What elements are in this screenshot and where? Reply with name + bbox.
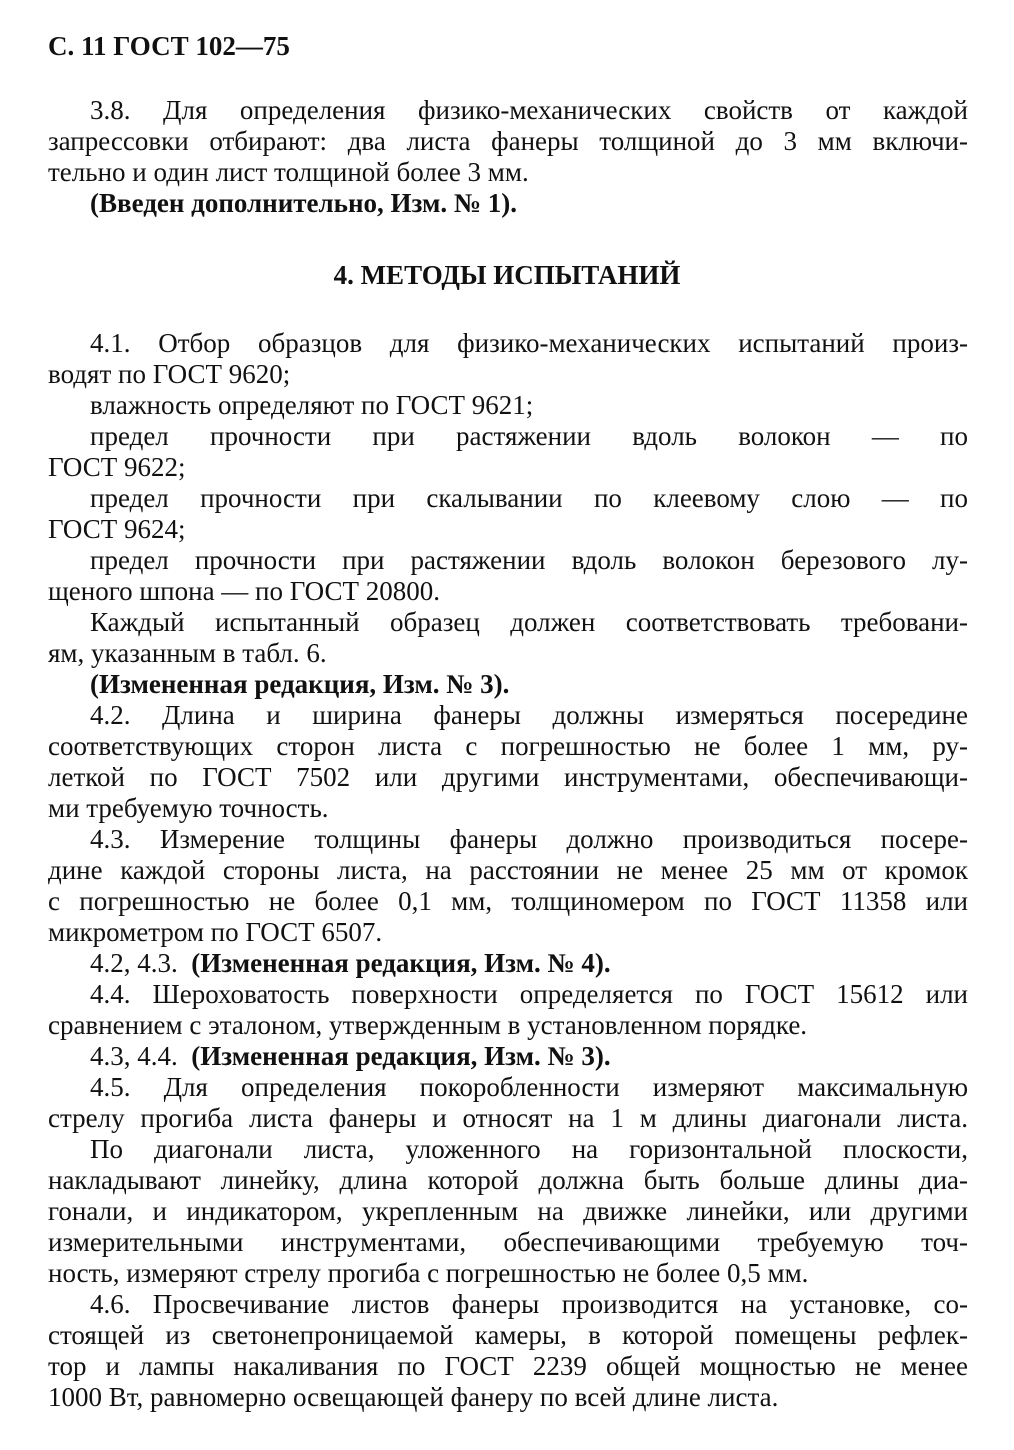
text-line: соответствующих сторон листа с погрешностью не более 1 мм, ру- [48,731,968,761]
text-line: стоящей из светонепроницаемой камеры, в которой помещены рефлек- [48,1320,968,1350]
text-line: измерительными инструментами, обеспечивающими требуемую точ- [48,1227,968,1257]
clause-refs: 4.2, 4.3. [90,948,178,978]
text-line: тор и лампы накаливания по ГОСТ 2239 общей мощностью не менее [48,1351,968,1381]
text-line: предел прочности при растяжении вдоль волокон — по [90,421,968,451]
text-line: 1000 Вт, равномерно освещающей фанеру по всей длине листа. [48,1382,779,1412]
text-line: По диагонали листа, уложенного на горизонтальной плоскости, [90,1134,968,1164]
text-line: 4.4. Шероховатость поверхности определяется по ГОСТ 15612 или [90,979,968,1009]
text-line: леткой по ГОСТ 7502 или другими инструментами, обеспечивающи- [48,762,968,792]
amendment-note: (Измененная редакция, Изм. № 3). [90,669,510,699]
text-line: стрелу прогиба листа фанеры и относят на 1 м длины диагонали листа. [48,1103,968,1133]
text-line: с погрешностью не более 0,1 мм, толщиномером по ГОСТ 11358 или [48,886,968,916]
text-line: 4.5. Для определения покоробленности измеряют максимальную [90,1072,968,1102]
amendment-note: (Введен дополнительно, Изм. № 1). [90,188,517,218]
clause-refs: 4.3, 4.4. [90,1041,178,1071]
text-line: предел прочности при скалывании по клеевому слою — по [90,483,968,513]
text-line: ми требуемую точность. [48,793,329,823]
text-line: 4.1. Отбор образцов для физико-механических испытаний произ- [90,328,968,358]
amendment-note: (Измененная редакция, Изм. № 4). [191,948,611,978]
text-line: водят по ГОСТ 9620; [48,359,291,389]
text-line: накладывают линейку, длина которой должна быть больше длины диа- [48,1165,968,1195]
text-line: микрометром по ГОСТ 6507. [48,917,383,947]
text-line: 3.8. Для определения физико-механических свойств от каждой [90,95,968,125]
amendment-note: (Измененная редакция, Изм. № 3). [191,1041,611,1071]
text-line: предел прочности при растяжении вдоль волокон березового лу- [90,545,968,575]
text-line: запрессовки отбирают: два листа фанеры толщиной до 3 мм включи- [48,126,968,156]
text-line: влажность определяют по ГОСТ 9621; [90,390,534,420]
amendment-line [90,948,611,979]
text-line: 4.3. Измерение толщины фанеры должно производиться посере- [90,824,968,854]
text-line: 4.6. Просвечивание листов фанеры производится на установке, со- [90,1289,968,1319]
text-line: ям, указанным в табл. 6. [48,638,327,668]
text-line: тельно и один лист толщиной более 3 мм. [48,157,529,187]
text-line: щеного шпона — по ГОСТ 20800. [48,576,441,606]
amendment-line [90,1041,611,1072]
text-line: гонали, и индикатором, укрепленным на движке линейки, или другими [48,1196,968,1226]
section-title: 4. МЕТОДЫ ИСПЫТАНИЙ [333,260,681,290]
text-line: ность, измеряют стрелу прогиба с погрешностью не более 0,5 мм. [48,1258,809,1288]
text-line: 4.2. Длина и ширина фанеры должны измеряться посередине [90,700,968,730]
text-line: ГОСТ 9622; [48,452,186,482]
text-line: Каждый испытанный образец должен соответствовать требовани- [90,607,968,637]
text-line: ГОСТ 9624; [48,514,186,544]
page-header: С. 11 ГОСТ 102—75 [48,31,290,61]
text-line: дине каждой стороны листа, на расстоянии не менее 25 мм от кромок [48,855,968,885]
text-line: сравнением с эталоном, утвержденным в установленном порядке. [48,1010,808,1040]
